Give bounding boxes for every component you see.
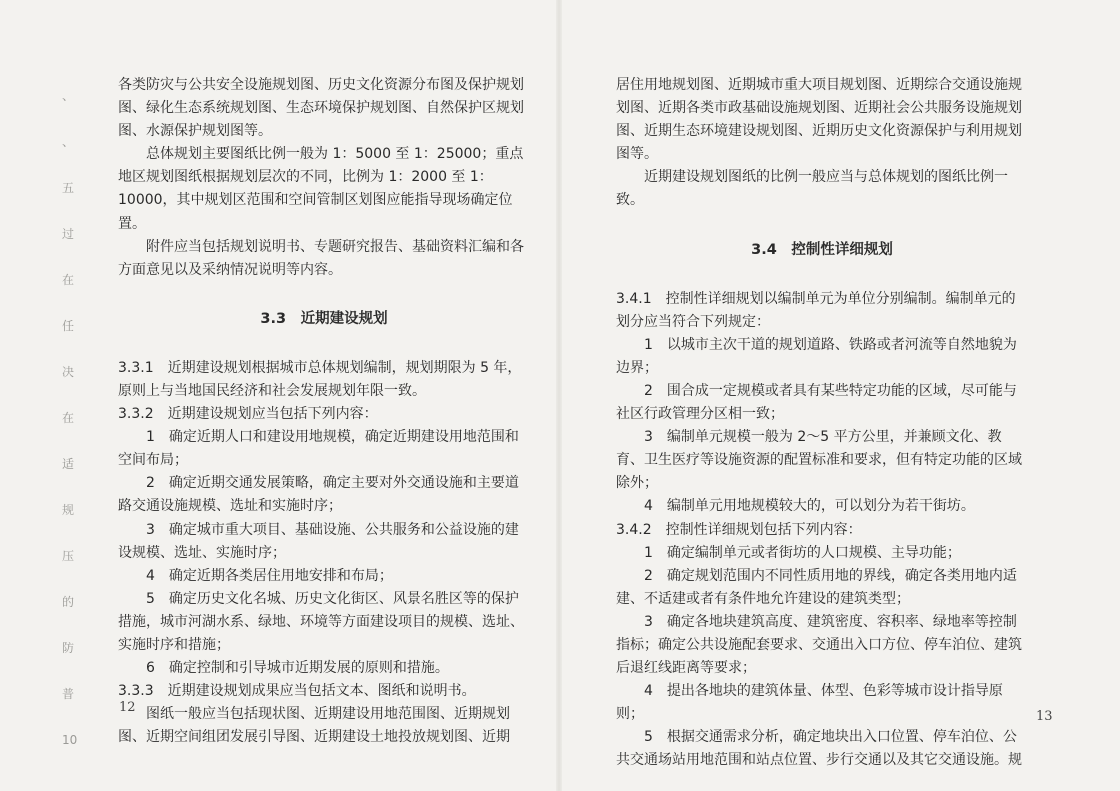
clause-3-3-3: 3.3.3 近期建设规划成果应当包括文本、图纸和说明书。 bbox=[118, 683, 476, 700]
margin-fragment: 、 bbox=[62, 89, 75, 103]
clause-3-4-1: 3.4.1 控制性详细规划以编制单元为单位分别编制。编制单元的划分应当符合下列规定： bbox=[616, 290, 1016, 330]
margin-fragment: 压 bbox=[62, 549, 75, 563]
margin-fragment: 在 bbox=[62, 273, 75, 287]
clause-item: 4 提出各地块的建筑体量、体型、色彩等城市设计指导原则； bbox=[616, 683, 1003, 723]
margin-fragment: 在 bbox=[62, 411, 75, 425]
margin-fragment: 决 bbox=[62, 365, 75, 379]
clause-item: 1 确定编制单元或者街坊的人口规模、主导功能； bbox=[644, 544, 961, 561]
margin-fragments bbox=[62, 90, 76, 780]
margin-fragment: 的 bbox=[62, 595, 75, 609]
margin-fragment: 适 bbox=[62, 457, 75, 471]
clause-3-3-2: 3.3.2 近期建设规划应当包括下列内容： bbox=[118, 406, 378, 423]
paragraph-drawing-scale: 总体规划主要图纸比例一般为 1：5000 至 1：25000；重点地区规划图纸根据规划层次的不同，比例为 1：2000 至 1：10000，其中规划区范围和空间管制区划图应能指导现场确定位置。 bbox=[118, 146, 524, 232]
right-page bbox=[560, 0, 1120, 791]
section-heading-3-4: 3.4 控制性详细规划 bbox=[751, 241, 893, 258]
clause-item: 1 确定近期人口和建设用地规模，确定近期建设用地范围和空间布局； bbox=[118, 429, 519, 469]
margin-fragment: 10 bbox=[62, 733, 78, 747]
clause-item: 2 确定近期交通发展策略，确定主要对外交通设施和主要道路交通设施规模、选址和实施时序； bbox=[118, 475, 519, 515]
paragraph-drawings: 图纸一般应当包括现状图、近期建设用地范围图、近期规划图、近期空间组团发展引导图、近期建设土地投放规划图、近期 bbox=[118, 706, 510, 746]
clause-3-4-2: 3.4.2 控制性详细规划包括下列内容： bbox=[616, 521, 862, 538]
clause-item: 2 确定规划范围内不同性质用地的界线，确定各类用地内适建、不适建或者有条件地允许建设的建筑类型； bbox=[616, 567, 1017, 607]
right-text-column bbox=[616, 74, 1028, 773]
margin-fragment: 、 bbox=[62, 135, 75, 149]
section-heading-3-3: 3.3 近期建设规划 bbox=[260, 310, 388, 327]
margin-fragment: 过 bbox=[62, 227, 75, 241]
paragraph-annex: 附件应当包括规划说明书、专题研究报告、基础资料汇编和各方面意见以及采纳情况说明等内容。 bbox=[118, 238, 524, 278]
clause-item: 3 编制单元规模一般为 2～5 平方公里，并兼顾文化、教育、卫生医疗等设施资源的配置标准和要求，但有特定功能的区域除外； bbox=[616, 429, 1022, 492]
paragraph-continued: 各类防灾与公共安全设施规划图、历史文化资源分布图及保护规划图、绿化生态系统规划图、生态环境保护规划图、自然保护区规划图、水源保护规划图等。 bbox=[118, 77, 524, 140]
margin-fragment: 任 bbox=[62, 319, 75, 333]
page-number: 13 bbox=[1036, 709, 1053, 724]
margin-fragment: 规 bbox=[62, 503, 75, 517]
paragraph-drawing-scale: 近期建设规划图纸的比例一般应当与总体规划的图纸比例一致。 bbox=[616, 169, 1008, 209]
clause-3-3-1: 3.3.1 近期建设规划根据城市总体规划编制，规划期限为 5 年，原则上与当地国民经济和社会发展规划年限一致。 bbox=[118, 359, 522, 399]
clause-item: 6 确定控制和引导城市近期发展的原则和措施。 bbox=[146, 660, 449, 677]
clause-item: 1 以城市主次干道的规划道路、铁路或者河流等自然地貌为边界； bbox=[616, 336, 1017, 376]
margin-fragment: 五 bbox=[62, 181, 75, 195]
clause-item: 4 编制单元用地规模较大的，可以划分为若干街坊。 bbox=[644, 498, 975, 515]
clause-item: 2 围合成一定规模或者具有某些特定功能的区域，尽可能与社区行政管理分区相一致； bbox=[616, 382, 1017, 423]
clause-item: 3 确定城市重大项目、基础设施、公共服务和公益设施的建设规模、选址、实施时序； bbox=[118, 521, 519, 561]
clause-item: 5 确定历史文化名城、历史文化街区、风景名胜区等的保护措施，城市河湖水系、绿地、环境等方面建设项目的规模、选址、实施时序和措施； bbox=[118, 590, 524, 653]
left-text-column bbox=[118, 74, 530, 749]
clause-item: 5 根据交通需求分析，确定地块出入口位置、停车泊位、公共交通场站用地范围和站点位置、步行交通以及其它交通设施。规 bbox=[616, 729, 1022, 769]
margin-fragment: 防 bbox=[62, 641, 75, 655]
paragraph-drawings-continued: 居住用地规划图、近期城市重大项目规划图、近期综合交通设施规划图、近期各类市政基础设施规划图、近期社会公共服务设施规划图、近期生态环境建设规划图、近期历史文化资源保护与利用规划图等。 bbox=[616, 77, 1022, 163]
clause-item: 3 确定各地块建筑高度、建筑密度、容积率、绿地率等控制指标；确定公共设施配套要求、交通出入口方位、停车泊位、建筑后退红线距离等要求； bbox=[616, 613, 1022, 677]
page-number: 12 bbox=[119, 700, 136, 715]
clause-item: 4 确定近期各类居住用地安排和布局； bbox=[146, 567, 393, 584]
margin-fragment: 普 bbox=[62, 687, 75, 701]
